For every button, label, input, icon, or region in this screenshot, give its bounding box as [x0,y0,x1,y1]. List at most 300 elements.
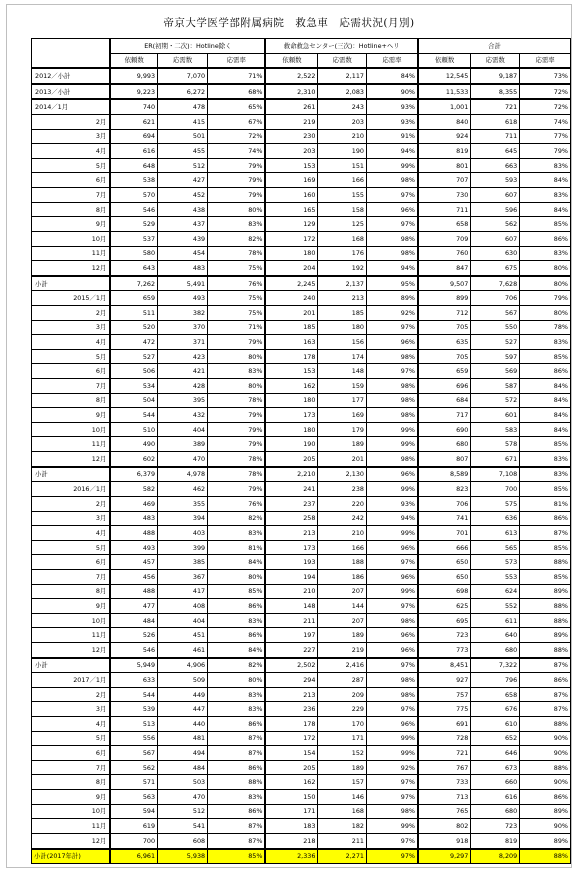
table-row [32,349,571,364]
group-header-er: ER(初期・二次)：Hotline除く [110,39,265,54]
center-rate-cell: 98% [366,173,418,188]
table-row [32,717,571,732]
row-label: 2015／1月 [32,291,111,306]
total-rate-cell: 88% [520,849,571,864]
total-requests-cell: 691 [418,717,471,732]
total-requests-cell: 696 [418,379,471,394]
center-rate-cell: 96% [366,467,418,482]
total-requests-cell: 760 [418,246,471,261]
table-row [32,746,571,761]
er-rate-cell: 79% [208,158,266,173]
total-rate-cell: 73% [520,68,571,84]
col-header-requests: 依頼数 [418,53,471,68]
center-requests-cell: 2,210 [265,467,317,482]
center-rate-cell: 96% [366,717,418,732]
center-requests-cell: 178 [265,717,317,732]
total-accepted-cell: 680 [471,804,520,819]
er-requests-cell: 506 [110,364,157,379]
total-accepted-cell: 613 [471,526,520,541]
er-rate-cell: 65% [208,99,266,114]
center-requests-cell: 160 [265,188,317,203]
er-accepted-cell: 408 [158,599,208,614]
er-requests-cell: 511 [110,305,157,320]
row-label: 10月 [32,231,111,246]
total-rate-cell: 88% [520,599,571,614]
table-row [32,775,571,790]
total-rate-cell: 88% [520,613,571,628]
total-requests-cell: 635 [418,335,471,350]
er-rate-cell: 84% [208,555,266,570]
center-requests-cell: 185 [265,320,317,335]
table-row [32,790,571,805]
center-requests-cell: 178 [265,349,317,364]
er-requests-cell: 520 [110,320,157,335]
total-requests-cell: 705 [418,320,471,335]
total-requests-cell: 712 [418,305,471,320]
er-rate-cell: 79% [208,437,266,452]
er-requests-cell: 648 [110,158,157,173]
total-requests-cell: 658 [418,217,471,232]
report-page [6,4,572,868]
row-label: 8月 [32,393,111,408]
center-accepted-cell: 188 [318,555,367,570]
row-label: 11月 [32,437,111,452]
total-rate-cell: 81% [520,496,571,511]
total-accepted-cell: 553 [471,569,520,584]
er-rate-cell: 87% [208,833,266,848]
center-rate-cell: 99% [366,746,418,761]
er-requests-cell: 6,961 [110,849,157,864]
table-row [32,804,571,819]
center-accepted-cell: 211 [318,833,367,848]
center-rate-cell: 89% [366,291,418,306]
row-label: 2016／1月 [32,482,111,497]
center-accepted-cell: 201 [318,452,367,467]
er-rate-cell: 87% [208,819,266,834]
total-accepted-cell: 723 [471,819,520,834]
er-requests-cell: 7,262 [110,276,157,291]
total-requests-cell: 625 [418,599,471,614]
er-accepted-cell: 7,070 [158,68,208,84]
col-header-accepted: 応需数 [318,53,367,68]
total-rate-cell: 72% [520,99,571,114]
total-requests-cell: 801 [418,158,471,173]
row-label: 2013／小計 [32,84,111,100]
total-rate-cell: 86% [520,364,571,379]
row-label: 2月 [32,496,111,511]
er-rate-cell: 85% [208,584,266,599]
total-accepted-cell: 680 [471,642,520,657]
center-requests-cell: 180 [265,246,317,261]
center-accepted-cell: 243 [318,99,367,114]
col-header-accepted: 応需数 [158,53,208,68]
er-requests-cell: 700 [110,833,157,848]
total-requests-cell: 707 [418,173,471,188]
center-rate-cell: 98% [366,408,418,423]
table-row [32,628,571,643]
row-label: 8月 [32,775,111,790]
table-row [32,231,571,246]
total-rate-cell: 87% [520,658,571,673]
center-rate-cell: 96% [366,642,418,657]
er-accepted-cell: 470 [158,790,208,805]
er-requests-cell: 582 [110,482,157,497]
er-requests-cell: 740 [110,99,157,114]
er-rate-cell: 78% [208,467,266,482]
total-accepted-cell: 610 [471,717,520,732]
er-requests-cell: 571 [110,775,157,790]
center-requests-cell: 2,336 [265,849,317,864]
center-accepted-cell: 189 [318,437,367,452]
er-rate-cell: 78% [208,393,266,408]
er-rate-cell: 84% [208,642,266,657]
er-accepted-cell: 404 [158,613,208,628]
row-label: 10月 [32,804,111,819]
er-accepted-cell: 421 [158,364,208,379]
center-rate-cell: 91% [366,129,418,144]
er-accepted-cell: 432 [158,408,208,423]
total-rate-cell: 87% [520,526,571,541]
total-accepted-cell: 663 [471,158,520,173]
total-accepted-cell: 640 [471,628,520,643]
table-row [32,555,571,570]
row-label: 3月 [32,702,111,717]
row-label: 8月 [32,584,111,599]
total-accepted-cell: 660 [471,775,520,790]
center-accepted-cell: 2,117 [318,68,367,84]
center-rate-cell: 97% [366,217,418,232]
total-requests-cell: 773 [418,642,471,657]
center-requests-cell: 194 [265,569,317,584]
row-label: 4月 [32,335,111,350]
total-accepted-cell: 607 [471,188,520,203]
center-rate-cell: 98% [366,246,418,261]
row-label: 8月 [32,202,111,217]
center-accepted-cell: 156 [318,335,367,350]
center-rate-cell: 98% [366,349,418,364]
center-accepted-cell: 180 [318,320,367,335]
center-requests-cell: 183 [265,819,317,834]
er-requests-cell: 472 [110,335,157,350]
er-accepted-cell: 382 [158,305,208,320]
center-rate-cell: 96% [366,569,418,584]
total-requests-cell: 840 [418,115,471,130]
er-accepted-cell: 385 [158,555,208,570]
center-rate-cell: 98% [366,231,418,246]
table-body [32,68,571,863]
center-rate-cell: 97% [366,599,418,614]
center-accepted-cell: 2,271 [318,849,367,864]
total-accepted-cell: 645 [471,144,520,159]
er-requests-cell: 694 [110,129,157,144]
er-requests-cell: 9,993 [110,68,157,84]
center-requests-cell: 193 [265,555,317,570]
center-requests-cell: 153 [265,158,317,173]
table-row [32,188,571,203]
total-accepted-cell: 601 [471,408,520,423]
er-requests-cell: 5,949 [110,658,157,673]
row-label: 小計 [32,658,111,673]
er-requests-cell: 556 [110,731,157,746]
center-rate-cell: 99% [366,482,418,497]
row-label: 12月 [32,642,111,657]
total-rate-cell: 78% [520,320,571,335]
total-requests-cell: 711 [418,202,471,217]
center-requests-cell: 2,502 [265,658,317,673]
center-accepted-cell: 207 [318,613,367,628]
center-accepted-cell: 229 [318,702,367,717]
table-row [32,482,571,497]
er-rate-cell: 79% [208,335,266,350]
total-requests-cell: 666 [418,540,471,555]
er-rate-cell: 75% [208,261,266,276]
er-rate-cell: 83% [208,790,266,805]
table-row [32,202,571,217]
er-rate-cell: 80% [208,569,266,584]
center-rate-cell: 97% [366,790,418,805]
center-rate-cell: 98% [366,393,418,408]
center-rate-cell: 92% [366,760,418,775]
total-accepted-cell: 572 [471,393,520,408]
center-requests-cell: 180 [265,393,317,408]
er-requests-cell: 538 [110,173,157,188]
center-requests-cell: 2,310 [265,84,317,100]
er-accepted-cell: 447 [158,702,208,717]
total-accepted-cell: 527 [471,335,520,350]
total-requests-cell: 684 [418,393,471,408]
er-rate-cell: 79% [208,482,266,497]
er-requests-cell: 469 [110,496,157,511]
total-accepted-cell: 7,108 [471,467,520,482]
er-requests-cell: 490 [110,437,157,452]
total-requests-cell: 757 [418,687,471,702]
total-requests-cell: 709 [418,231,471,246]
center-rate-cell: 90% [366,84,418,100]
er-accepted-cell: 455 [158,144,208,159]
er-rate-cell: 79% [208,188,266,203]
er-requests-cell: 616 [110,144,157,159]
table-row [32,246,571,261]
total-requests-cell: 775 [418,702,471,717]
total-accepted-cell: 630 [471,246,520,261]
er-rate-cell: 87% [208,731,266,746]
total-requests-cell: 927 [418,673,471,688]
total-rate-cell: 89% [520,804,571,819]
total-rate-cell: 86% [520,511,571,526]
total-requests-cell: 741 [418,511,471,526]
er-accepted-cell: 355 [158,496,208,511]
er-rate-cell: 83% [208,526,266,541]
total-rate-cell: 84% [520,173,571,188]
subtotal-row [32,68,571,84]
total-accepted-cell: 616 [471,790,520,805]
center-rate-cell: 96% [366,202,418,217]
table-row [32,526,571,541]
subtotal-row [32,84,571,100]
total-accepted-cell: 700 [471,482,520,497]
center-requests-cell: 258 [265,511,317,526]
total-rate-cell: 85% [520,437,571,452]
center-accepted-cell: 151 [318,158,367,173]
row-label: 9月 [32,790,111,805]
table-row [32,422,571,437]
total-rate-cell: 79% [520,144,571,159]
total-rate-cell: 88% [520,642,571,657]
center-accepted-cell: 182 [318,819,367,834]
er-requests-cell: 544 [110,408,157,423]
total-rate-cell: 86% [520,231,571,246]
total-requests-cell: 733 [418,775,471,790]
total-accepted-cell: 721 [471,99,520,114]
center-rate-cell: 98% [366,673,418,688]
total-rate-cell: 86% [520,790,571,805]
er-accepted-cell: 481 [158,731,208,746]
total-requests-cell: 680 [418,437,471,452]
center-accepted-cell: 158 [318,202,367,217]
center-requests-cell: 213 [265,687,317,702]
er-requests-cell: 659 [110,291,157,306]
total-accepted-cell: 671 [471,452,520,467]
total-requests-cell: 701 [418,526,471,541]
er-rate-cell: 83% [208,687,266,702]
total-accepted-cell: 8,209 [471,849,520,864]
er-requests-cell: 580 [110,246,157,261]
center-requests-cell: 227 [265,642,317,657]
center-accepted-cell: 189 [318,628,367,643]
center-rate-cell: 98% [366,379,418,394]
er-rate-cell: 83% [208,217,266,232]
er-requests-cell: 544 [110,687,157,702]
er-accepted-cell: 403 [158,526,208,541]
row-label: 4月 [32,144,111,159]
center-requests-cell: 210 [265,584,317,599]
table-row [32,217,571,232]
center-rate-cell: 96% [366,540,418,555]
center-rate-cell: 99% [366,731,418,746]
total-rate-cell: 84% [520,422,571,437]
table-row [32,335,571,350]
total-accepted-cell: 9,187 [471,68,520,84]
row-label: 9月 [32,599,111,614]
er-accepted-cell: 461 [158,642,208,657]
er-rate-cell: 79% [208,408,266,423]
er-accepted-cell: 437 [158,217,208,232]
center-requests-cell: 154 [265,746,317,761]
er-accepted-cell: 512 [158,158,208,173]
er-rate-cell: 83% [208,364,266,379]
er-accepted-cell: 438 [158,202,208,217]
col-header-requests: 依頼数 [110,53,157,68]
row-label: 3月 [32,320,111,335]
center-accepted-cell: 157 [318,775,367,790]
total-requests-cell: 11,533 [418,84,471,100]
center-accepted-cell: 179 [318,422,367,437]
center-rate-cell: 98% [366,804,418,819]
total-rate-cell: 83% [520,158,571,173]
total-rate-cell: 80% [520,261,571,276]
total-accepted-cell: 552 [471,599,520,614]
center-accepted-cell: 169 [318,408,367,423]
total-accepted-cell: 593 [471,173,520,188]
center-requests-cell: 165 [265,202,317,217]
er-accepted-cell: 451 [158,628,208,643]
er-accepted-cell: 484 [158,760,208,775]
total-accepted-cell: 597 [471,349,520,364]
er-rate-cell: 67% [208,115,266,130]
total-rate-cell: 90% [520,775,571,790]
center-requests-cell: 173 [265,408,317,423]
center-requests-cell: 261 [265,99,317,114]
center-accepted-cell: 144 [318,599,367,614]
table-row [32,393,571,408]
center-rate-cell: 97% [366,320,418,335]
table-row [32,261,571,276]
table-row [32,687,571,702]
center-accepted-cell: 238 [318,482,367,497]
er-rate-cell: 80% [208,202,266,217]
center-requests-cell: 241 [265,482,317,497]
er-requests-cell: 456 [110,569,157,584]
er-rate-cell: 76% [208,496,266,511]
er-accepted-cell: 399 [158,540,208,555]
er-rate-cell: 83% [208,613,266,628]
center-rate-cell: 97% [366,702,418,717]
center-accepted-cell: 174 [318,349,367,364]
row-label: 5月 [32,731,111,746]
total-rate-cell: 87% [520,702,571,717]
total-requests-cell: 695 [418,613,471,628]
total-requests-cell: 650 [418,555,471,570]
total-requests-cell: 899 [418,291,471,306]
row-label: 11月 [32,819,111,834]
center-accepted-cell: 185 [318,305,367,320]
total-accepted-cell: 624 [471,584,520,599]
center-requests-cell: 171 [265,804,317,819]
center-requests-cell: 180 [265,422,317,437]
table-row [32,173,571,188]
center-requests-cell: 2,522 [265,68,317,84]
total-rate-cell: 83% [520,467,571,482]
center-accepted-cell: 170 [318,717,367,732]
er-rate-cell: 80% [208,349,266,364]
row-label: 5月 [32,349,111,364]
er-accepted-cell: 494 [158,746,208,761]
center-requests-cell: 162 [265,775,317,790]
total-requests-cell: 819 [418,144,471,159]
row-label: 5月 [32,540,111,555]
center-accepted-cell: 166 [318,173,367,188]
center-requests-cell: 236 [265,702,317,717]
total-requests-cell: 12,545 [418,68,471,84]
row-label: 10月 [32,613,111,628]
center-rate-cell: 99% [366,819,418,834]
er-accepted-cell: 415 [158,115,208,130]
total-requests-cell: 924 [418,129,471,144]
row-label: 12月 [32,833,111,848]
total-rate-cell: 89% [520,833,571,848]
total-rate-cell: 83% [520,452,571,467]
center-requests-cell: 129 [265,217,317,232]
er-accepted-cell: 5,491 [158,276,208,291]
er-accepted-cell: 417 [158,584,208,599]
center-rate-cell: 97% [366,658,418,673]
total-accepted-cell: 567 [471,305,520,320]
center-accepted-cell: 2,083 [318,84,367,100]
center-requests-cell: 197 [265,628,317,643]
center-accepted-cell: 152 [318,746,367,761]
er-accepted-cell: 367 [158,569,208,584]
er-rate-cell: 82% [208,231,266,246]
